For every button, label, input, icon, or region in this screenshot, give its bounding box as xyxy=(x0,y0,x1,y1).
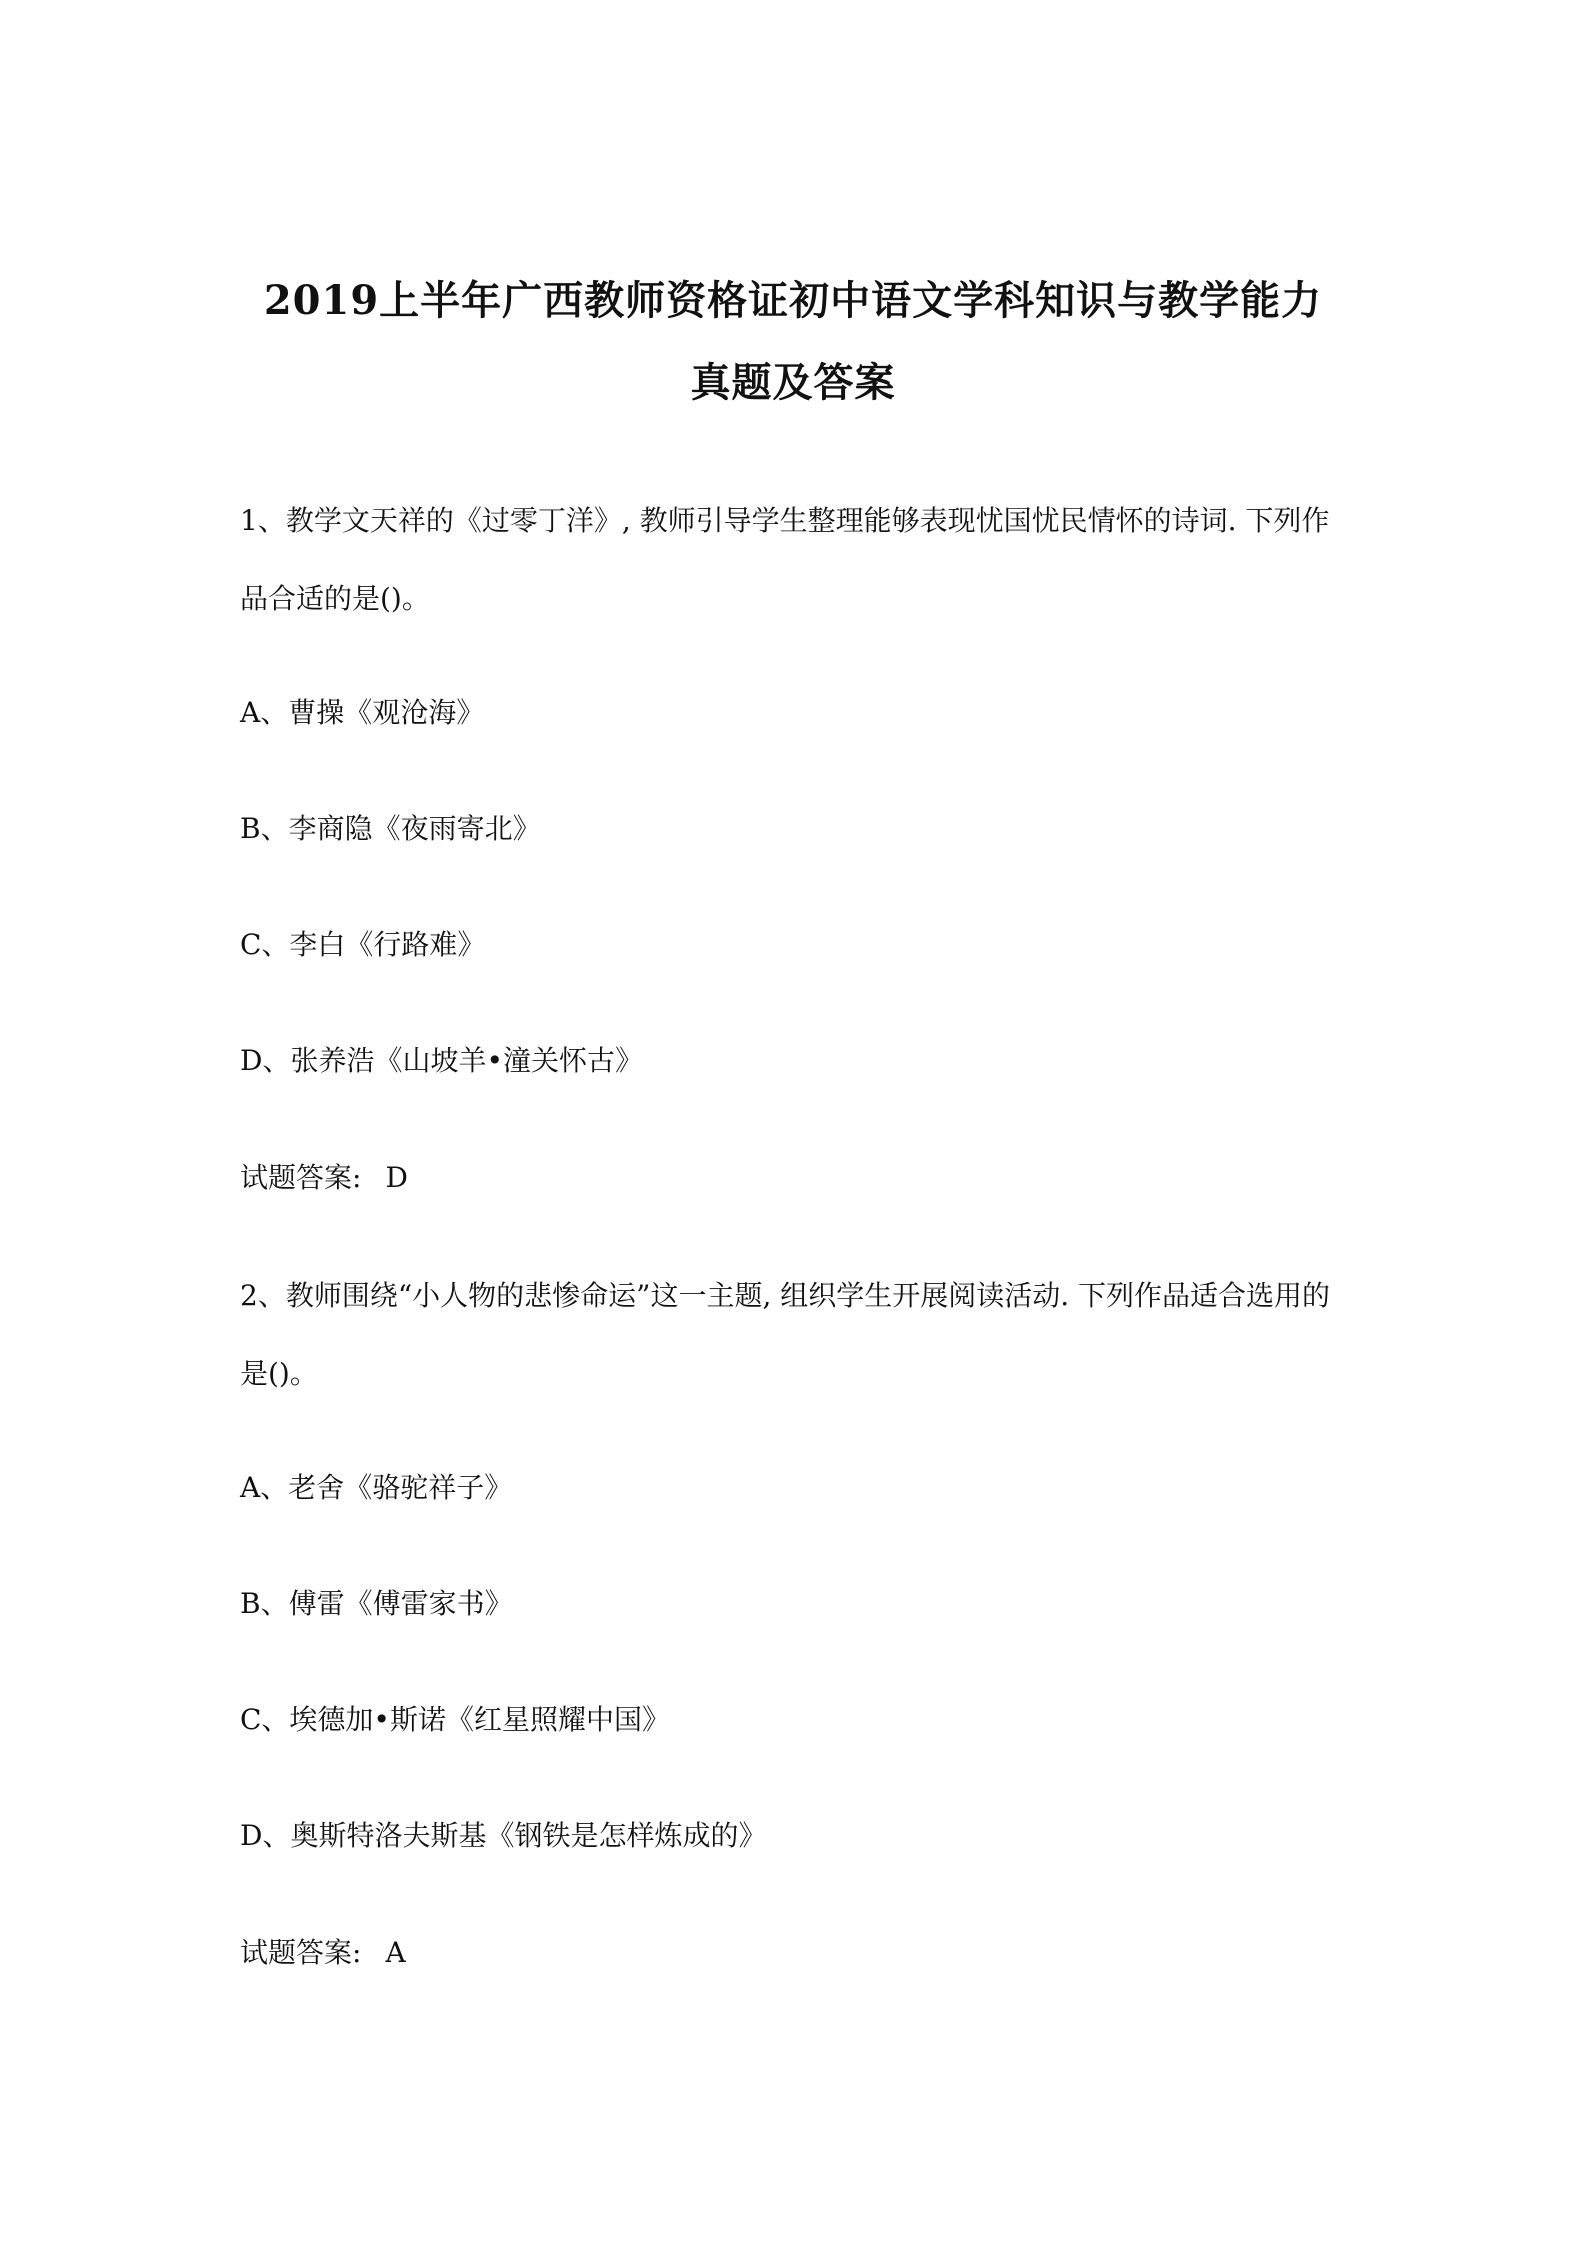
document-title-line-2: 真题及答案 xyxy=(690,359,896,406)
question-2-option-c: C、埃德加•斯诺《红星照耀中国》 xyxy=(240,1703,670,1736)
question-1-option-c: C、李白《行路难》 xyxy=(240,928,486,961)
question-2-option-b: B、傅雷《傅雷家书》 xyxy=(240,1587,513,1620)
question-2-answer-row xyxy=(240,1935,406,1971)
document-title-line-1: 2019上半年广西教师资格证初中语文学科知识与教学能力 xyxy=(263,277,1323,324)
question-1-option-d: D、张养浩《山坡羊•潼关怀古》 xyxy=(240,1044,643,1077)
question-1-answer-row xyxy=(240,1160,408,1196)
question-1-option-a: A、曹操《观沧海》 xyxy=(240,696,485,729)
question-1-option-b: B、李商隐《夜雨寄北》 xyxy=(240,812,541,845)
question-2-stem: 2、教师围绕“小人物的悲惨命运”这一主题, 组织学生开展阅读活动. 下列作品适合选用的是()。 xyxy=(240,1279,1331,1390)
question-1-stem: 1、教学文天祥的《过零丁洋》, 教师引导学生整理能够表现忧国忧民情怀的诗词. 下列作品合适的是()。 xyxy=(240,504,1330,615)
question-2-option-a: A、老舍《骆驼祥子》 xyxy=(240,1471,513,1504)
question-1-answer: D xyxy=(385,1161,408,1194)
answer-label: 试题答案: xyxy=(240,1936,362,1969)
question-2-answer: A xyxy=(385,1936,406,1969)
answer-label: 试题答案: xyxy=(240,1161,362,1194)
question-2-option-d: D、奥斯特洛夫斯基《钢铁是怎样炼成的》 xyxy=(240,1819,767,1852)
